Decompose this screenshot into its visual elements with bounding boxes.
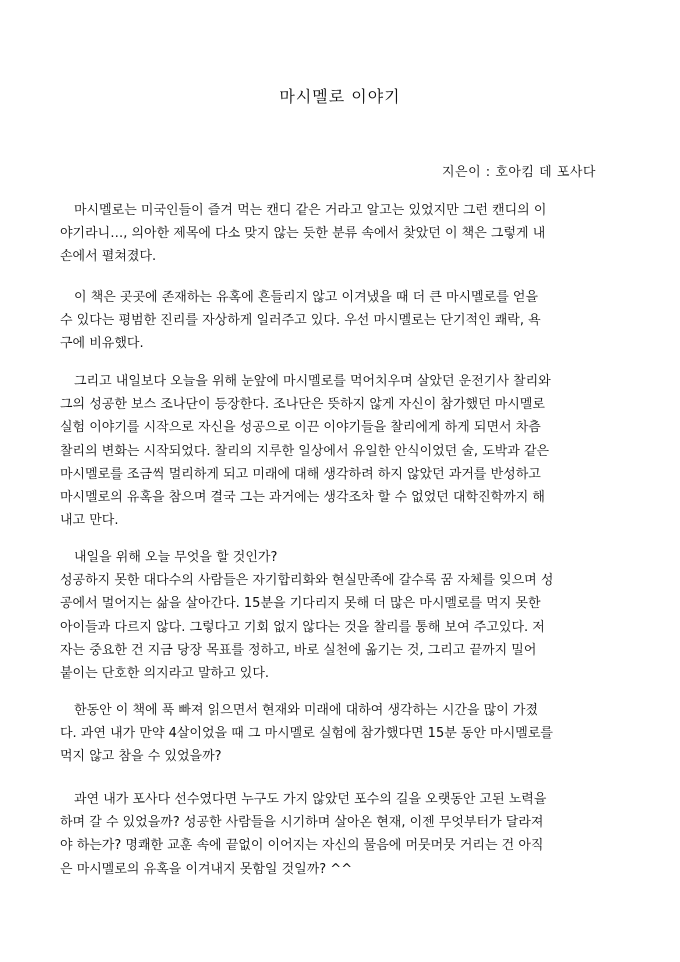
paragraph-line: 마시멜로의 유혹을 참으며 결국 그는 과거에는 생각조차 할 수 없었던 대학진학까지 해 [60, 490, 545, 506]
paragraph-line: 실험 이야기를 시작으로 자신을 성공으로 이끈 이야기들을 찰리에게 하게 되면서 차츰 [60, 420, 541, 436]
paragraph-line: 자는 중요한 건 지금 당장 목표를 정하고, 바로 실천에 옮기는 것, 그리고 끝까지 밀어 [60, 642, 537, 658]
paragraph-line: 공에서 멀어지는 삶을 살아간다. 15분을 기다리지 못해 더 많은 마시멜로를 먹지 못한 [60, 596, 541, 612]
paragraph-2 [60, 286, 622, 356]
paragraph-line: 마시멜로는 미국인들이 즐겨 먹는 캔디 같은 거라고 알고는 있었지만 그런 캔디의 이 [74, 203, 547, 218]
paragraph-line: 야 하는가? 명쾌한 교훈 속에 끝없이 이어지는 자신의 물음에 머뭇머뭇 거리는 건 아직 [60, 838, 544, 854]
paragraph-line: 찰리의 변화는 시작되었다. 찰리의 지루한 일상에서 유일한 안식이었던 술, 도박과 같은 [60, 443, 550, 459]
paragraph-4 [60, 546, 622, 685]
paragraph-line: 구에 비유했다. [60, 336, 144, 352]
paragraph-line: 과연 내가 포사다 선수였다면 누구도 가지 않았던 포수의 길을 오랫동안 고된 노력을 [74, 792, 547, 807]
paragraph-line: 하며 갈 수 있었을까? 성공한 사람들을 시기하며 살아온 현재, 이젠 무엇부터가 달라져 [60, 815, 544, 831]
paragraph-line: 수 있다는 평범한 진리를 자상하게 일러주고 있다. 우선 마시멜로는 단기적인 쾌락, 욕 [60, 313, 541, 329]
paragraph-1 [60, 199, 622, 269]
paragraph-line: 다. 과연 내가 만약 4살이었을 때 그 마시멜로 실험에 참가했다면 15분 동안 마시멜로를 [60, 726, 553, 742]
paragraph-line: 붙이는 단호한 의지라고 말하고 있다. [60, 666, 270, 682]
paragraph-line: 내고 만다. [60, 513, 119, 529]
paragraph-line: 야기라니…, 의아한 제목에 다소 맞지 않는 듯한 분류 속에서 찾았던 이 책은 그렇게 내 [60, 226, 546, 242]
paragraph-6 [60, 788, 622, 881]
paragraph-line: 그리고 내일보다 오늘을 위해 눈앞에 마시멜로를 먹어치우며 살았던 운전기사 찰리와 [74, 374, 551, 389]
paragraph-5 [60, 699, 622, 769]
paragraph-line: 손에서 펼쳐졌다. [60, 249, 157, 265]
paragraph-line: 그의 성공한 보스 조나단이 등장한다. 조나단은 뜻하지 않게 자신이 참가했던 마시멜로 [60, 397, 545, 413]
paragraph-line: 이 책은 곳곳에 존재하는 유혹에 흔들리지 않고 이겨냈을 때 더 큰 마시멜로를 얻을 [74, 290, 539, 305]
paragraph-line: 은 마시멜로의 유혹을 이겨내지 못함일 것일까? ^^ [60, 861, 353, 877]
paragraph-line: 내일을 위해 오늘 무엇을 할 것인가? [74, 550, 278, 565]
paragraph-line: 먹지 않고 참을 수 있었을까? [60, 749, 222, 765]
author-line: 지은이 : 호아킴 데 포사다 [442, 165, 596, 180]
paragraph-line: 한동안 이 책에 푹 빠져 읽으면서 현재와 미래에 대하여 생각하는 시간을 많이 가졌 [74, 703, 539, 718]
document-title: 마시멜로 이야기 [279, 87, 401, 106]
paragraph-3 [60, 370, 622, 532]
paragraph-line: 아이들과 다르지 않다. 그렇다고 기회 없지 않다는 것을 찰리를 통해 보여 주고있다. 저 [60, 619, 545, 635]
paragraph-line: 마시멜로를 조금씩 멀리하게 되고 미래에 대해 생각하려 하지 않았던 과거를 반성하고 [60, 466, 541, 482]
paragraph-line: 성공하지 못한 대다수의 사람들은 자기합리화와 현실만족에 갈수록 꿈 자체를 잊으며 성 [60, 573, 554, 589]
